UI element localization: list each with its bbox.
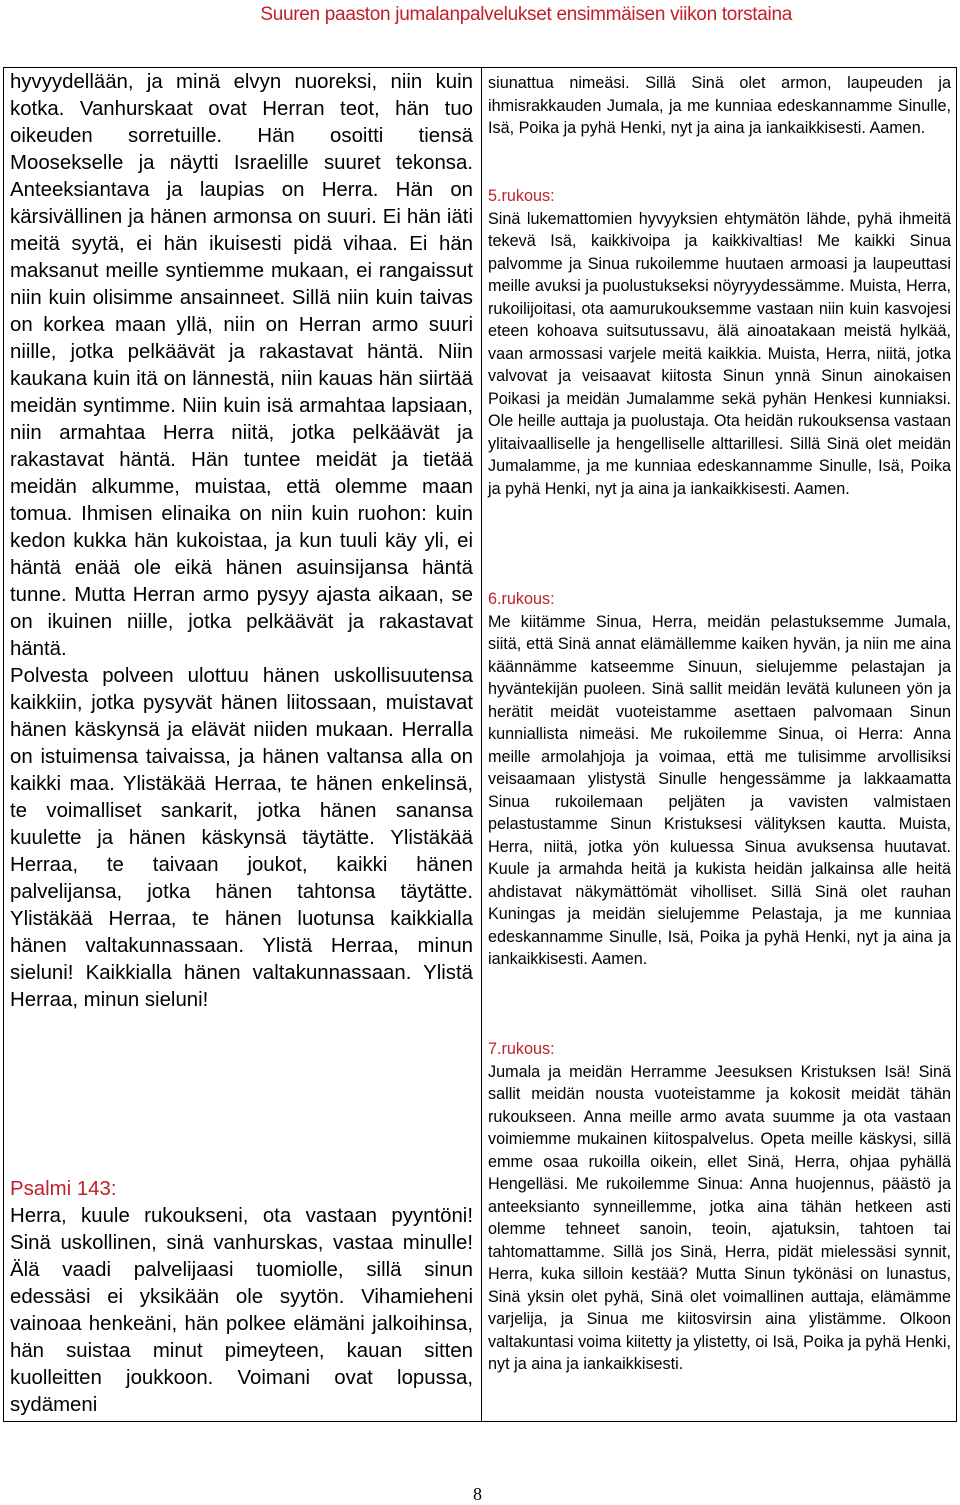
prayer-4-ending (488, 72, 951, 140)
prayer-6-text: Me kiitämme Sinua, Herra, meidän pelastuksemme Jumala, siitä, että Sinä annat elämällemme kaiken hyvän, ja niin me aina käännämme katseemme Sinuun, sielujemme pelastajan ja hyväntekijän puoleen. Sinä sallit meidän levätä kuluneen yön ja herätit meidät vuoteistamme asettaen palvomaan Sinun kunniallista nimeäsi. Me rukoilemme Sinua, oi Herra: Anna meille armolahjoja ja voimaa, että me tulisimme arvollisiksi veisaamaan ylistystä Sinulle hengessämme ja lakkaamatta Sinua rukoilemaan peljäten ja vavisten valmistaen pelastustamme Sinun Kristuksesi välityksen kautta. Muista, Herra, niitä, jotka yön kuluessa Sinua avuksensa huutavat. Kuule ja armahda heitä ja kukista heidän jalkainsa alle heitä ahdistavat näkymättömät viholliset. Sillä Sinä olet rauhan Kuningas ja meidän sielujemme Pelastaja, ja me kunniaa edeskannamme Sinulle, Isä, Poika ja pyhä Henki, nyt ja aina ja iankaikkisesti. Aamen. (488, 612, 951, 968)
running-header: Suuren paaston jumalanpalvelukset ensimmäisen viikon torstaina (260, 4, 792, 25)
prayer-5-heading: 5.rukous: (488, 187, 555, 205)
prayer-5-text: Sinä lukemattomien hyvyyksien ehtymätön lähde, pyhä ihmeitä tekevä Isä, kaikkivoipa ja kaikkivaltias! Me kaikki Sinua palvomme ja Sinua rukoilemme huutaen armoasi ja laupeuttasi meille avuksi ja puolustukseksi nöyryydessämme. Muista, Herra, rukoilijoitasi, ota aamurukouksemme vastaan niin kuin kasvojesi eteen kohoava suitsutussavu, älä ainoatakaan meistä hylkää, vaan armossasi varjele meitä kaikkia. Muista, Herra, niitä, jotka valvovat ja veisaavat kiitosta Sinun ynnä Sinun ainokaisen Poikasi ja meidän Jumalamme sekä pyhän Henkesi kunniaksi. Ole heille auttaja ja puolustaja. Ota heidän rukouksensa vastaan ylitaivaalliselle ja hengelliselle alttarillesi. Sillä Sinä olet meidän Jumalamme, ja me kunniaa edeskannamme Sinulle, Isä, Poika ja pyhä Henki, nyt ja aina ja iankaikkisesti. Aamen. (488, 209, 951, 498)
prayer-5-section (488, 185, 951, 500)
psalm-143-section (10, 1176, 473, 1419)
psalm-143-text: Herra, kuule rukoukseni, ota vastaan pyyntöni! Sinä uskollinen, sinä vanhurskas, vastaa minulle! Älä vaadi palvelijaasi tuomiolle, sillä sinun edessäsi ei yksikään ole syytön. Vihamieheni vainoaa henkeäni, hän polkee elämäni jalkoihinsa, hän suistaa minut pimeyteen, kauan sitten kuolleitten joukkoon. Voimani ovat lopussa, sydämeni (10, 1205, 473, 1416)
psalm-143-heading: Psalmi 143: (10, 1178, 117, 1200)
prayer-6-heading: 6.rukous: (488, 590, 555, 608)
prayer-7-heading: 7.rukous: (488, 1040, 555, 1058)
prayer-6-section (488, 588, 951, 971)
psalm-103-continuation: hyvyydellään, ja minä elvyn nuoreksi, niin kuin kotka. Vanhurskaat ovat Herran teot, hän tuo oikeuden sorretuille. Hän osoitti tiensä Moosekselle ja näytti Israelille suuret tekonsa. Anteeksiantava ja laupias on Herra. Hän on kärsivällinen ja hänen armonsa on suuri. Ei hän iäti meitä syytä, ei hän ikuisesti pidä vihaa. Ei hän maksanut meille syntiemme mukaan, ei rangaissut niin kuin olisimme ansainneet. Sillä niin kuin taivas on korkea maan yllä, niin on Herran armo suuri niille, jotka pelkäävät ja rakastavat häntä. Niin kaukana kuin itä on lännestä, niin kauas hän siirtää meidän syntimme. Niin kuin isä armahtaa lapsiaan, niin armahtaa Herra niitä, jotka pelkäävät ja rakastavat häntä. Hän tuntee meidät ja tietää meidän alkumme, muistaa, että olemme maan tomua. Ihmisen elinaika on niin kuin ruohon: kuin kedon kukka hän kukoistaa, ja kun tuuli käy yli, ei häntä enää ole eikä hänen asuinsijansa häntä tunne. Mutta Herran armo pysyy ajasta aikaan, se on ikuinen niille, jotka pelkäävät ja rakastavat häntä. (10, 71, 473, 660)
psalm-103-ending: Polvesta polveen ulottuu hänen uskollisuutensa kaikkiin, jotka pysyvät hänen liitossaan, muistavat hänen käskynsä ja elävät niiden mukaan. Herralla on istuimensa taivaissa, ja hänen valtansa alla on kaikki maa. Ylistäkää Herraa, te hänen enkelinsä, te voimalliset sankarit, jotka hänen sanansa kuulette ja hänen käskynsä täytätte. Ylistäkää Herraa, te taivaan joukot, kaikki hänen palvelijansa, jotka hänen tahtonsa täytätte. Ylistäkää Herraa, te hänen luotunsa kaikkialla hänen valtakunnassaan. Ylistä Herraa, minun sieluni! Kaikkialla hänen valtakunnassaan. Ylistä Herraa, minun sieluni! (10, 665, 473, 1011)
prayer-7-text: Jumala ja meidän Herramme Jeesuksen Kristuksen Isä! Sinä sallit meidän nousta vuoteistamme ja kokosit meidät tähän rukoukseen. Anna meille armo avata suumme ja ota vastaan voimiemme mukainen kiitospalvelus. Opeta meille käskysi, sillä emme osaa rukoilla oikein, ellet Sinä, Herra, ohjaa pyhällä Hengelläsi. Me rukoilemme Sinua: Anna huojennus, päästö ja anteeksianto synneillemme, jotka aina tähän hetkeen asti olemme tehneet sanoin, teoin, ajatuksin, tahtoen tai tahtomattamme. Sillä jos Sinä, Herra, pidät mielessäsi synnit, Herra, kuka silloin kestää? Mutta Sinun tykönäsi on lunastus, Sinä yksin olet pyhä, Sinä olet voimallinen auttaja, elämämme varjelija, ja Sinua me kiitosvirsin aina ylistämme. Olkoon valtakuntasi voima kiitetty ja ylistetty, oi Isä, Poika ja pyhä Henki, nyt ja aina ja iankaikkisesti. (488, 1062, 951, 1373)
prayer-4-text: siunattua nimeäsi. Sillä Sinä olet armon, laupeuden ja ihmisrakkauden Jumala, ja me kunniaa edeskannamme Sinulle, Isä, Poika ja pyhä Henki, nyt ja aina ja iankaikkisesti. Aamen. (488, 74, 951, 137)
page-number: 8 (473, 1484, 482, 1504)
left-column-text (10, 69, 473, 1014)
prayer-7-section (488, 1038, 951, 1376)
